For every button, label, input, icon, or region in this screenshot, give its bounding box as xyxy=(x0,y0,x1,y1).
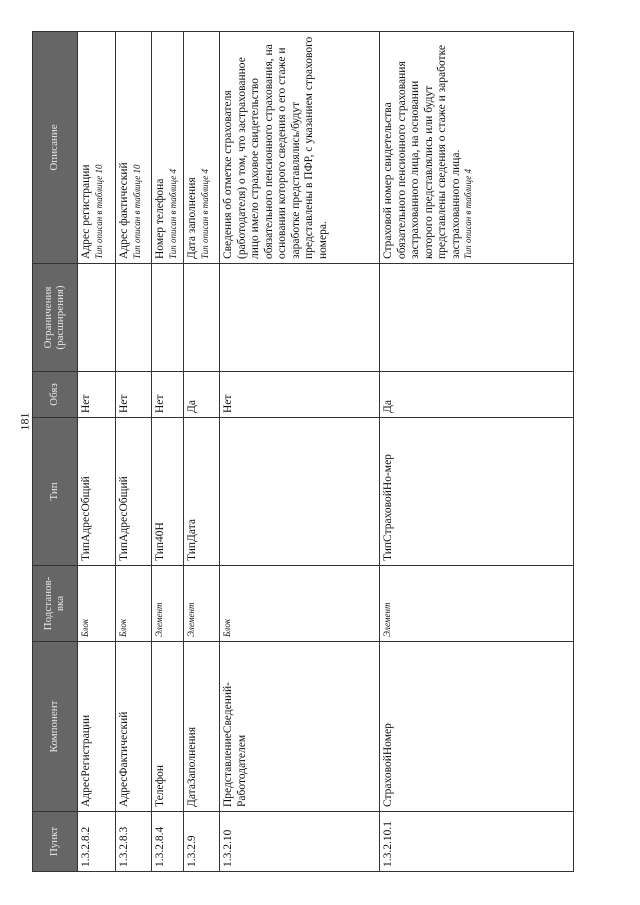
cell-num: 1.3.2.8.2 xyxy=(78,812,116,872)
cell-limits xyxy=(184,264,220,372)
table-row xyxy=(116,32,152,872)
cell-required: Нет xyxy=(116,372,152,418)
cell-component: АдресРегистрации xyxy=(78,642,116,812)
cell-component: АдресФактический xyxy=(116,642,152,812)
header-required: Обяз xyxy=(33,372,78,418)
cell-type: ТипАдресОбщий xyxy=(78,418,116,566)
type-note: Тип описан в таблице 10 xyxy=(93,164,104,259)
cell-required: Нет xyxy=(152,372,184,418)
cell-kind: Блок xyxy=(116,566,152,642)
cell-limits xyxy=(78,264,116,372)
cell-description xyxy=(116,32,152,264)
cell-component: Телефон xyxy=(152,642,184,812)
type-note: Тип описан в таблице 4 xyxy=(463,169,474,259)
cell-required: Нет xyxy=(220,372,380,418)
table-row xyxy=(220,32,380,872)
cell-description xyxy=(152,32,184,264)
cell-description xyxy=(184,32,220,264)
cell-type: ТипДата xyxy=(184,418,220,566)
cell-type: ТипСтраховойНо-мер xyxy=(380,418,574,566)
cell-required: Да xyxy=(184,372,220,418)
cell-num: 1.3.2.10.1 xyxy=(380,812,574,872)
cell-kind: Элемент xyxy=(152,566,184,642)
header-type: Тип xyxy=(33,418,78,566)
cell-kind: Блок xyxy=(220,566,380,642)
cell-description xyxy=(220,32,380,264)
rotated-table-container xyxy=(32,32,562,872)
cell-limits xyxy=(116,264,152,372)
description-text: Сведения об отметке страхователя (работодателя) о том, что застрахованное лицо имело страховое свидетельство обязательного пенсионного страхования, на основании которого сведения о его стаже и заработке представлялись/будут представлены в ПФР, с указанием страхового номера. xyxy=(222,36,329,259)
table-row xyxy=(78,32,116,872)
table-row xyxy=(380,32,574,872)
cell-type: ТипАдресОбщий xyxy=(116,418,152,566)
cell-limits xyxy=(220,264,380,372)
cell-description xyxy=(78,32,116,264)
cell-required: Да xyxy=(380,372,574,418)
description-text: Адрес фактический xyxy=(118,162,130,259)
cell-component: ПредставлениеСведений-Работодателем xyxy=(220,642,380,812)
cell-num: 1.3.2.8.3 xyxy=(116,812,152,872)
cell-num: 1.3.2.9 xyxy=(184,812,220,872)
cell-num: 1.3.2.10 xyxy=(220,812,380,872)
cell-type: Тип40Н xyxy=(152,418,184,566)
type-note: Тип описан в таблице 10 xyxy=(131,164,142,259)
cell-kind: Элемент xyxy=(184,566,220,642)
description-text: Адрес регистрации xyxy=(80,164,92,259)
description-text: Страховой номер свидетельства обязательного пенсионного страхования застрахованного лица, на основании которого представлялись или будут представлены сведения о стаже и заработке застрахованного лица. xyxy=(382,45,462,259)
cell-component: ДатаЗаполнения xyxy=(184,642,220,812)
cell-component: СтраховойНомер xyxy=(380,642,574,812)
cell-num: 1.3.2.8.4 xyxy=(152,812,184,872)
header-kind: Подстанов- вка xyxy=(33,566,78,642)
type-note: Тип описан в таблице 4 xyxy=(167,169,178,259)
cell-limits xyxy=(380,264,574,372)
description-text: Номер телефона xyxy=(154,178,166,259)
description-text: Дата заполнения xyxy=(186,177,198,259)
header-component: Компонент xyxy=(33,642,78,812)
cell-required: Нет xyxy=(78,372,116,418)
cell-kind: Блок xyxy=(78,566,116,642)
header-limits: Ограничения (расширения) xyxy=(33,264,78,372)
cell-type xyxy=(220,418,380,566)
page-number: 181 xyxy=(17,412,32,431)
table-row xyxy=(152,32,184,872)
schema-table xyxy=(32,31,574,872)
cell-kind: Элемент xyxy=(380,566,574,642)
cell-description xyxy=(380,32,574,264)
type-note: Тип описан в таблице 4 xyxy=(199,169,210,259)
cell-limits xyxy=(152,264,184,372)
header-description: Описание xyxy=(33,32,78,264)
table-header-row xyxy=(33,32,78,872)
header-item: Пункт xyxy=(33,812,78,872)
table-row xyxy=(184,32,220,872)
